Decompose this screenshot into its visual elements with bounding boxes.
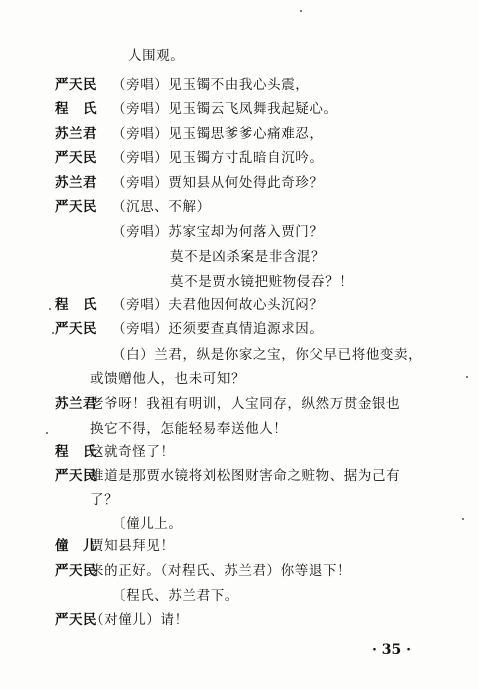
- line-7-text: （旁唱）苏家宝却为何落入贾门？: [112, 224, 324, 240]
- line-12-text: （白）兰君，纵是你家之宝，你父早已将他变卖，: [112, 347, 423, 363]
- line-4-text: （旁唱）见玉镯方寸乱暗自沉吟。: [112, 150, 324, 166]
- line-14-text: 老爷呀！我祖有明训，人宝同存，纵然万贯金银也: [90, 396, 401, 412]
- line-5-text: （旁唱）贾知县从何处得此奇珍？: [112, 175, 324, 191]
- line-10-text: （旁唱）夫君他因何故心头沉闷？: [112, 297, 324, 313]
- line-2-text: （旁唱）见玉镯云飞凤舞我起疑心。: [112, 101, 338, 117]
- scan-speck: [466, 376, 468, 378]
- page-number: · 35 ·: [372, 642, 411, 658]
- line-17-text: 难道是那贾水镜将刘松图财害命之赃物、据为己有: [90, 468, 401, 484]
- scan-speck: [46, 432, 48, 434]
- scan-speck: [462, 518, 464, 520]
- scan-speck: [300, 10, 302, 12]
- line-20-text: 贾知县拜见！: [90, 538, 175, 554]
- line-23-text: （对僮儿）请！: [90, 612, 189, 628]
- line-23-speaker: 严天民: [55, 612, 97, 628]
- line-21-speaker: 严天民: [55, 563, 97, 579]
- line-10-speaker: 程 氏: [55, 297, 97, 313]
- line-19-text: 〔僮儿上。: [112, 516, 183, 532]
- line-13-text: 或馈赠他人，也未可知？: [90, 371, 246, 387]
- line-14-speaker: 苏兰君: [55, 396, 97, 412]
- line-5-speaker: 苏兰君: [55, 175, 97, 191]
- line-2-speaker: 程 氏: [55, 101, 97, 117]
- line-8-text: 莫不是凶杀案是非含混？: [170, 249, 326, 265]
- line-20-speaker: 僮 儿: [55, 538, 97, 554]
- scan-speck: [52, 332, 54, 334]
- line-22-text: 〔程氏、苏兰君下。: [112, 588, 239, 604]
- line-3-text: （旁唱）见玉镯思爹爹心痛难忍，: [112, 126, 324, 142]
- line-1-speaker: 严天民: [55, 77, 97, 93]
- line-0-text: 人围观。: [128, 48, 185, 64]
- line-4-speaker: 严天民: [55, 150, 97, 166]
- line-6-speaker: 严天民: [55, 199, 97, 215]
- scan-speck: [49, 308, 51, 310]
- line-9-text: 莫不是贾水镜把赃物侵吞？！: [170, 274, 354, 290]
- line-11-text: （旁唱）还须要查真情追源求因。: [112, 321, 324, 337]
- line-18-text: 了？: [90, 492, 119, 508]
- line-21-text: 来的正好。（对程氏、苏兰君）你等退下！: [90, 563, 352, 579]
- line-3-speaker: 苏兰君: [55, 126, 97, 142]
- line-16-text: 这就奇怪了！: [90, 444, 175, 460]
- line-1-text: （旁唱）见玉镯不由我心头震，: [112, 77, 310, 93]
- line-6-text: （沉思、不解）: [112, 199, 211, 215]
- line-17-speaker: 严天民: [55, 468, 97, 484]
- line-16-speaker: 程 氏: [55, 444, 97, 460]
- line-11-speaker: 严天民: [55, 321, 97, 337]
- line-15-text: 换它不得，怎能轻易奉送他人！: [90, 421, 288, 437]
